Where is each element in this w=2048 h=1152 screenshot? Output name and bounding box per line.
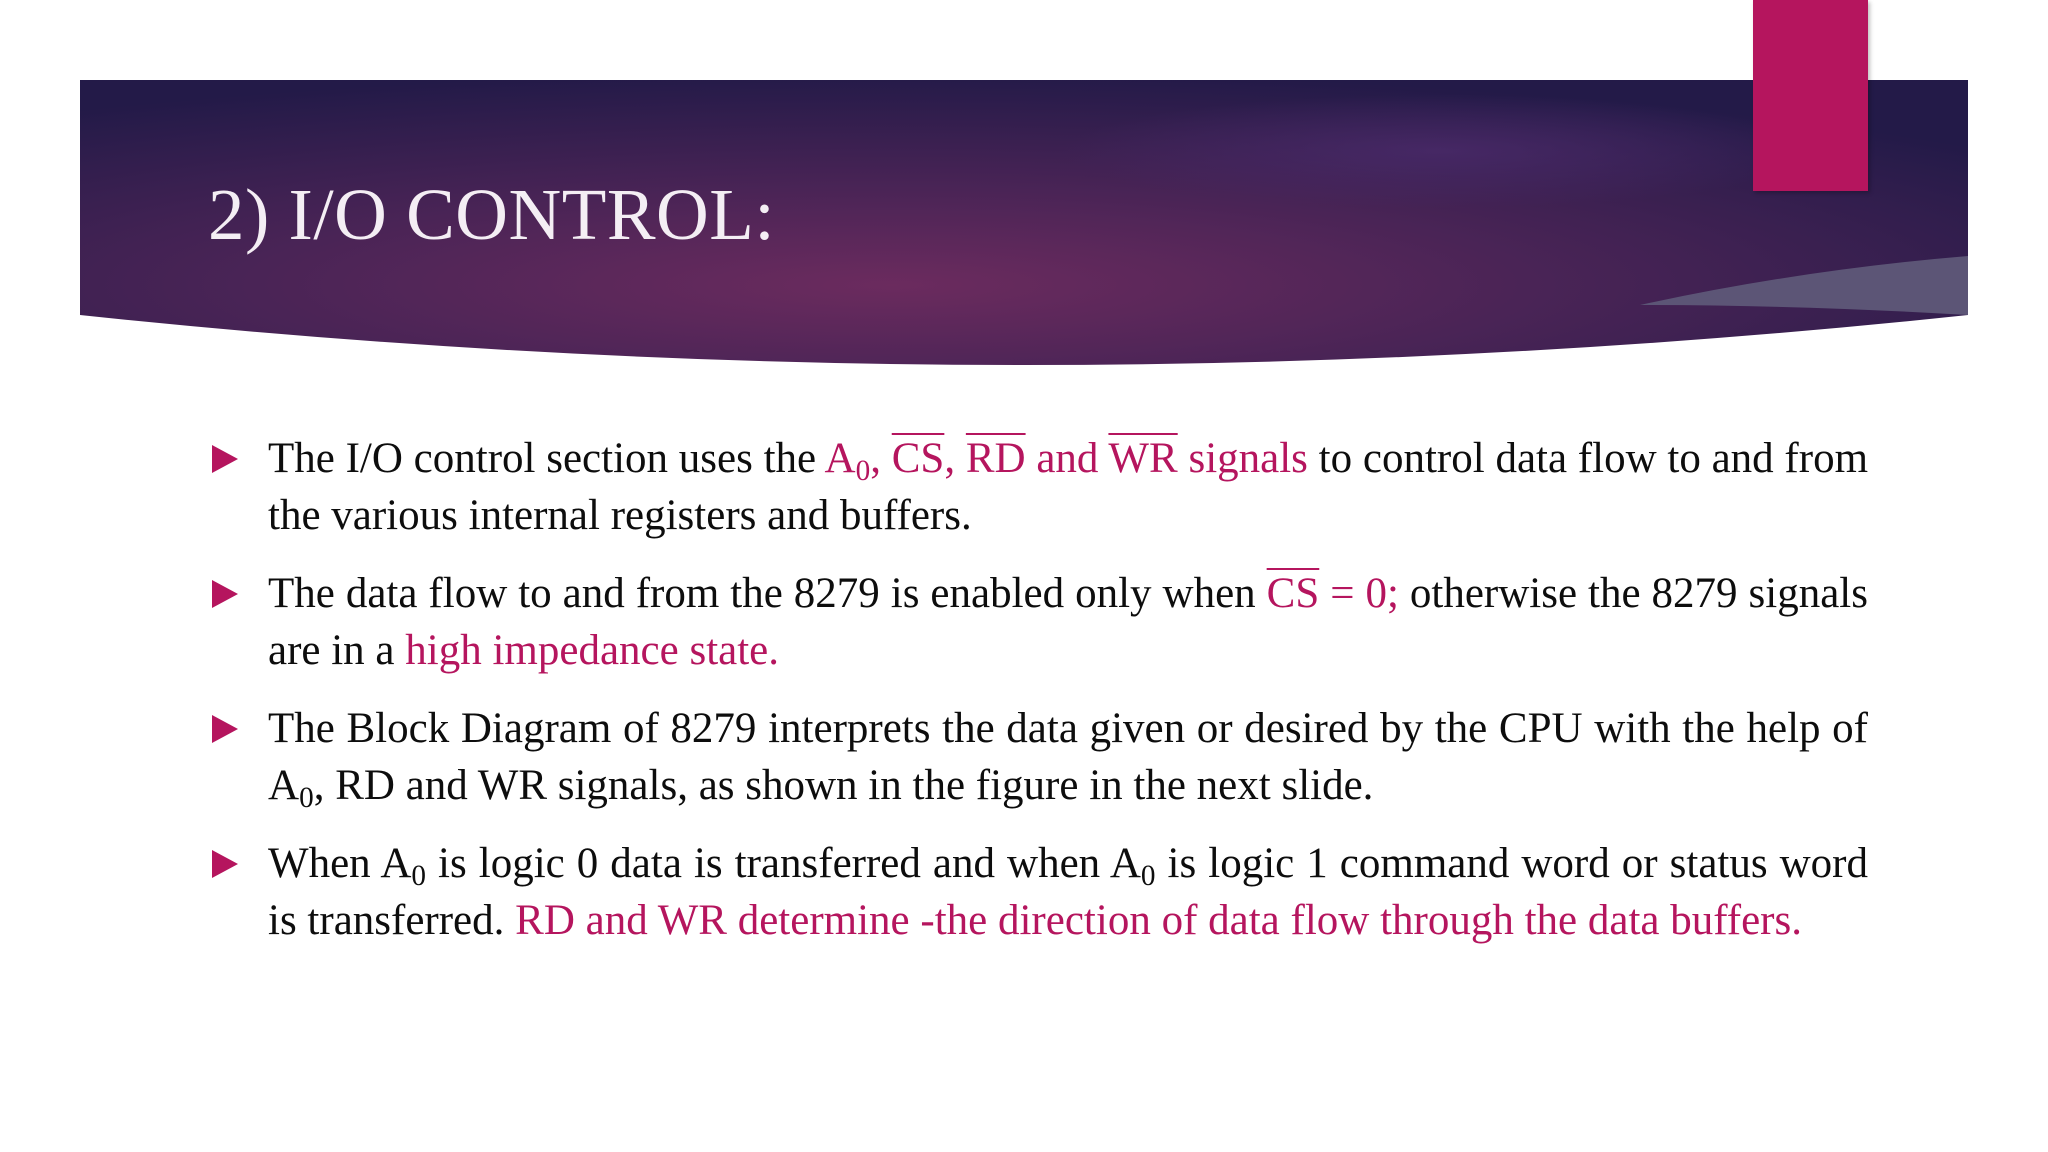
highlight-text: high impedance state.	[405, 627, 780, 674]
signal-rd-bar: $\overline{RD}$	[965, 435, 1026, 482]
bullet-text: , RD and WR signals, as shown in the figure in the next slide.	[313, 762, 1374, 809]
bullet-data-flow	[208, 565, 1868, 679]
subscript: 0	[855, 455, 871, 488]
accent-tab	[1753, 0, 1868, 191]
bullet-text: is logic 0 data is transferred and when A	[426, 840, 1141, 887]
subscript: 0	[411, 860, 427, 893]
bullet-block-diagram	[208, 700, 1868, 814]
highlight-text: and	[1025, 435, 1109, 482]
highlight-text: RD and WR determine -the direction of data flow through the data buffers.	[515, 897, 1802, 944]
signal-wr-bar: $\overline{WR}$	[1108, 435, 1178, 482]
signal-cs-bar: $\overline{CS}$	[1266, 570, 1320, 617]
highlight-text: ,	[870, 435, 892, 482]
bullet-list	[208, 430, 1868, 970]
subscript: 0	[299, 782, 314, 815]
highlight-text: ,	[944, 435, 966, 482]
bullet-text: When A	[268, 840, 412, 887]
bullet-text: to control data flow to and from the various internal registers and buffers.	[268, 435, 1869, 539]
slide-title: 2) I/O CONTROL:	[208, 174, 776, 255]
bullet-text: The Block Diagram of 8279 interprets the data given or desired by the CPU with the help of A	[268, 705, 1868, 809]
bullet-io-signals	[208, 430, 1868, 544]
bullet-text: The data flow to and from the 8279 is enabled only when	[268, 570, 1267, 617]
triangle-right-icon	[212, 850, 238, 878]
highlight-text: = 0;	[1319, 570, 1399, 617]
bullet-text: is logic 1 command word or status word is transferred.	[268, 840, 1868, 944]
highlight-text: signals	[1177, 435, 1308, 482]
highlight-text: A	[824, 435, 856, 482]
bullet-text: otherwise the 8279 signals are in a	[268, 570, 1868, 674]
triangle-right-icon	[212, 580, 238, 608]
triangle-right-icon	[212, 715, 238, 743]
signal-cs-bar: $\overline{CS}$	[891, 435, 945, 482]
bullet-text: The I/O control section uses the	[268, 435, 825, 482]
subscript: 0	[1140, 860, 1156, 893]
triangle-right-icon	[212, 445, 238, 473]
bullet-a0-logic	[208, 835, 1868, 949]
